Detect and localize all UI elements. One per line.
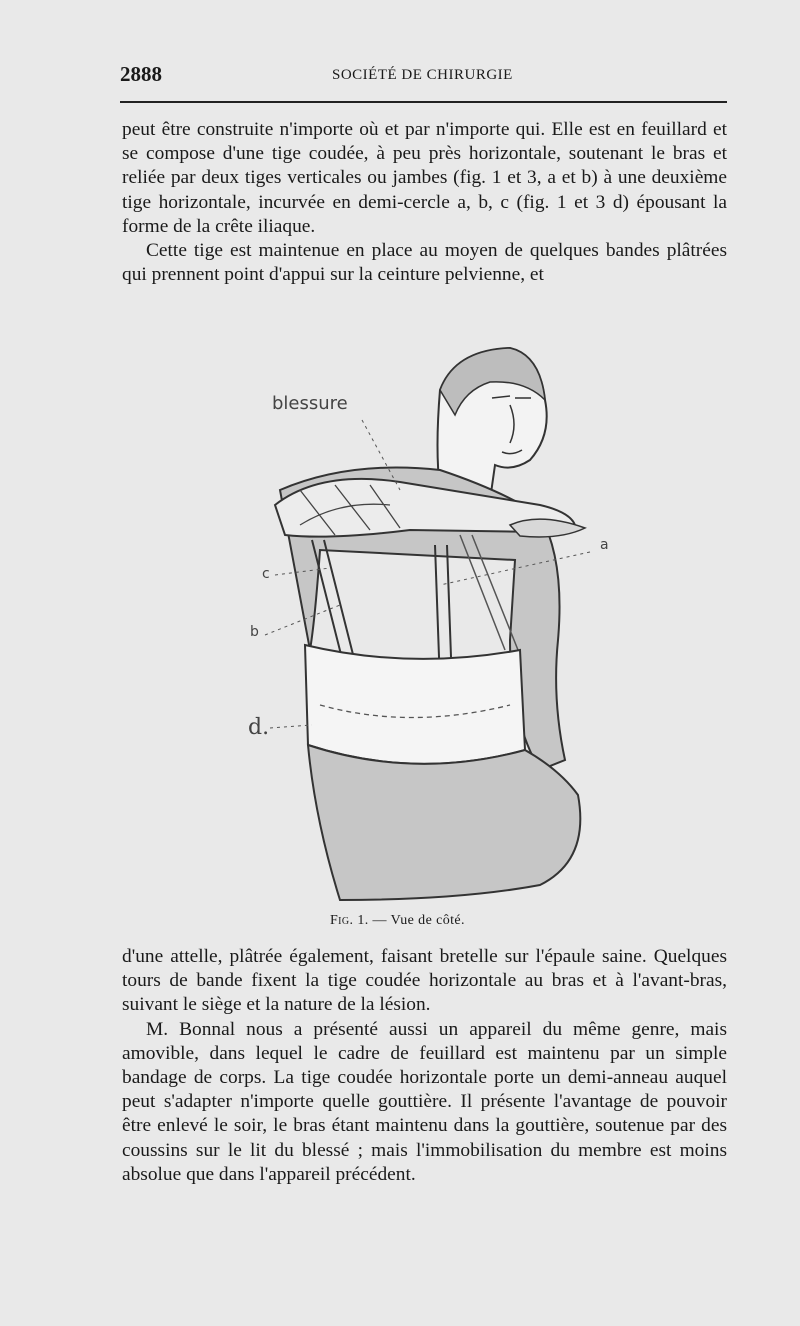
- hips: [308, 745, 580, 900]
- figure-illustration: [240, 340, 630, 910]
- page-header: [120, 62, 725, 92]
- paragraph: Cette tige est maintenue en place au moyen de quelques bandes plâtrées qui prennent point d'appui sur la ceinture pelvienne, et: [122, 240, 727, 286]
- figure-caption: [330, 913, 465, 929]
- label-d: d.: [248, 715, 270, 740]
- paragraph: M. Bonnal nous a présenté aussi un appareil du même genre, mais amovible, dans lequel le cadre de feuillard est maintenu par un simple bandage de corps. La tige coudée horizontale porte un demi-anneau auquel peut s'adapter n'importe quelle gouttière. Il présente l'avantage de pouvoir être enlevé le soir, le bras étant maintenu dans la gouttière, soutenue par des coussins sur le lit du blessé ; mais l'immobilisation du membre est moins absolue que dans l'appareil précédent.: [122, 1018, 727, 1185]
- text-before-figure: [122, 118, 727, 287]
- splint-drawing: [240, 340, 630, 910]
- label-a: a: [600, 537, 609, 553]
- label-c: c: [262, 566, 270, 582]
- paragraph: peut être construite n'importe où et par n'importe qui. Elle est en feuillard et se compose d'une tige coudée, à peu près horizontale, soutenant le bras et reliée par deux tiges verticales ou jambes (fig. 1 et 3, a et b) à une deuxième tige horizontale, incurvée en demi-cercle a, b, c (fig. 1 et 3 d) épousant la forme de la crête iliaque.: [122, 119, 727, 237]
- label-b: b: [250, 624, 259, 640]
- label-blessure: blessure: [272, 393, 348, 414]
- header-rule: [120, 101, 727, 103]
- caption-text: — Vue de côté.: [372, 913, 465, 928]
- text-after-figure: [122, 945, 727, 1187]
- running-head: SOCIÉTÉ DE CHIRURGIE: [332, 67, 513, 83]
- caption-prefix: Fig. 1.: [330, 913, 369, 928]
- paragraph: d'une attelle, plâtrée également, faisant bretelle sur l'épaule saine. Quelques tours de bande fixent la tige coudée horizontale au bras et à l'avant-bras, suivant le siège et la nature de la lésion.: [122, 946, 727, 1016]
- page-number: 2888: [120, 62, 162, 86]
- pelvic-belt: [305, 645, 525, 764]
- leader-d: [270, 725, 312, 728]
